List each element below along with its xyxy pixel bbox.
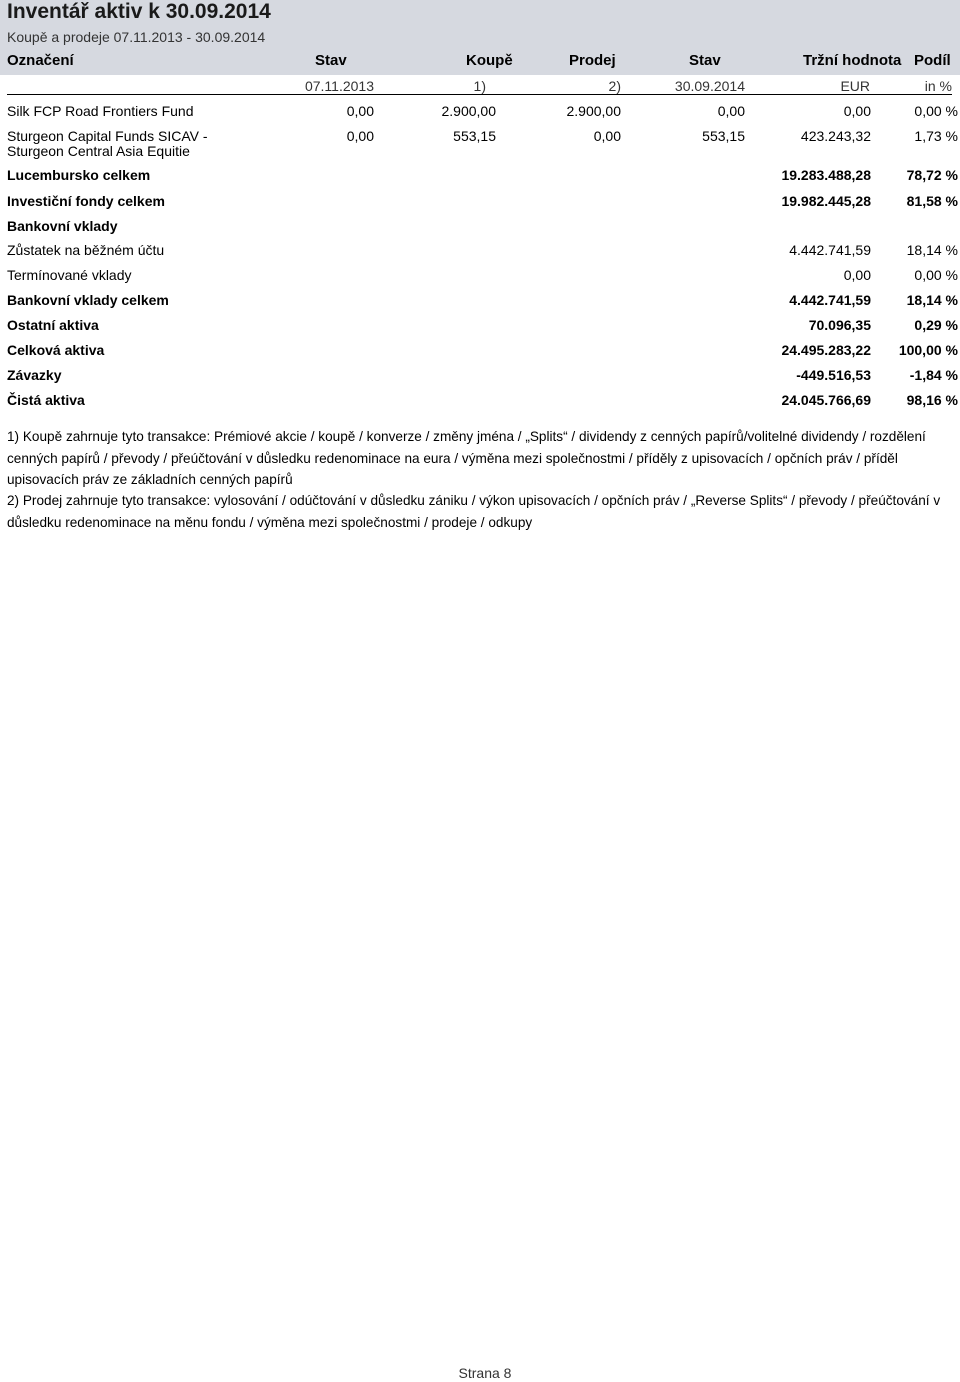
col-header-podil: Podíl: [914, 52, 951, 69]
summary-pct: 78,72 %: [906, 167, 958, 183]
summary-value: 70.096,35: [808, 317, 871, 333]
summary-pct: 100,00 %: [898, 342, 958, 358]
fund-podil: 1,73 %: [914, 128, 958, 144]
summary-label: Celková aktiva: [7, 342, 105, 358]
fund-trzni: 423.243,32: [800, 128, 871, 144]
fund-prodej: 0,00: [593, 128, 621, 144]
footnote-1: 1) Koupě zahrnuje tyto transakce: Prémiové akcie / koupě / konverze / změny jména / „Splits“ / dividendy z cenných papírů/volitelné dividendy / rozdělení cenných papírů / převody / přeúčtování v důsledku redenominace na eura / výměna mezi společnostmi / příděly z upisovacích / opčních práv / příděl upisovacích práv ze základních cenných papírů: [7, 429, 926, 487]
fund-stav1: 0,00: [346, 103, 374, 119]
col-header-stav2: Stav: [689, 52, 721, 69]
summary-pct: 0,00 %: [914, 267, 958, 283]
fund-stav2: 553,15: [702, 128, 745, 144]
fund-koupe: 2.900,00: [441, 103, 496, 119]
summary-value: 0,00: [843, 267, 871, 283]
summary-value: 19.283.488,28: [781, 167, 871, 183]
fund-podil: 0,00 %: [914, 103, 958, 119]
col-header-name: Označení: [7, 52, 74, 69]
fund-name: Sturgeon Capital Funds SICAV -: [7, 128, 208, 144]
fund-name-line2: Sturgeon Central Asia Equitie: [7, 143, 190, 159]
subheader-trzni: EUR: [840, 78, 870, 94]
page-title: Inventář aktiv k 30.09.2014: [7, 0, 271, 23]
subheader-prodej: 2): [608, 78, 621, 94]
summary-pct: 0,29 %: [914, 317, 958, 333]
summary-pct: 98,16 %: [906, 392, 958, 408]
summary-value: 4.442.741,59: [789, 242, 871, 258]
subheader-podil: in %: [924, 78, 952, 94]
fund-stav2: 0,00: [717, 103, 745, 119]
summary-label: Bankovní vklady celkem: [7, 292, 169, 308]
fund-prodej: 2.900,00: [566, 103, 621, 119]
footnote-2: 2) Prodej zahrnuje tyto transakce: vylosování / odúčtování v důsledku zániku / výkon upisovacích / opčních práv / „Reverse Splits“ / převody / přeúčtování v důsledku redenominace na měnu fondu / výměna mezi společnostmi / prodeje / odkupy: [7, 493, 941, 530]
subheader-koupe: 1): [473, 78, 486, 94]
summary-pct: 18,14 %: [906, 242, 958, 258]
col-header-koupe: Koupě: [466, 52, 513, 69]
summary-label: Čistá aktiva: [7, 392, 85, 408]
summary-label: Investiční fondy celkem: [7, 193, 165, 209]
fund-stav1: 0,00: [346, 128, 374, 144]
summary-label: Zůstatek na běžném účtu: [7, 242, 165, 258]
page-subtitle: Koupě a prodeje 07.11.2013 - 30.09.2014: [7, 29, 266, 45]
summary-pct: 81,58 %: [906, 193, 958, 209]
summary-pct: -1,84 %: [909, 367, 958, 383]
section-heading: Bankovní vklady: [7, 218, 118, 234]
summary-label: Ostatní aktiva: [7, 317, 99, 333]
fund-name: Silk FCP Road Frontiers Fund: [7, 103, 194, 119]
summary-label: Lucembursko celkem: [7, 167, 151, 183]
summary-label: Termínované vklady: [7, 267, 132, 283]
summary-value: -449.516,53: [796, 367, 871, 383]
summary-value: 24.045.766,69: [781, 392, 871, 408]
fund-trzni: 0,00: [843, 103, 871, 119]
col-header-prodej: Prodej: [569, 52, 616, 69]
fund-koupe: 553,15: [453, 128, 496, 144]
subheader-stav1: 07.11.2013: [304, 78, 374, 94]
summary-label: Závazky: [7, 367, 62, 383]
subheader-stav2: 30.09.2014: [674, 78, 745, 94]
col-header-trzni: Tržní hodnota: [803, 52, 902, 69]
summary-value: 24.495.283,22: [781, 342, 871, 358]
summary-value: 19.982.445,28: [781, 193, 871, 209]
summary-value: 4.442.741,59: [789, 292, 871, 308]
page-number: Strana 8: [458, 1365, 512, 1381]
col-header-stav1: Stav: [315, 52, 347, 69]
summary-pct: 18,14 %: [906, 292, 958, 308]
subheader-underline: [7, 94, 952, 95]
